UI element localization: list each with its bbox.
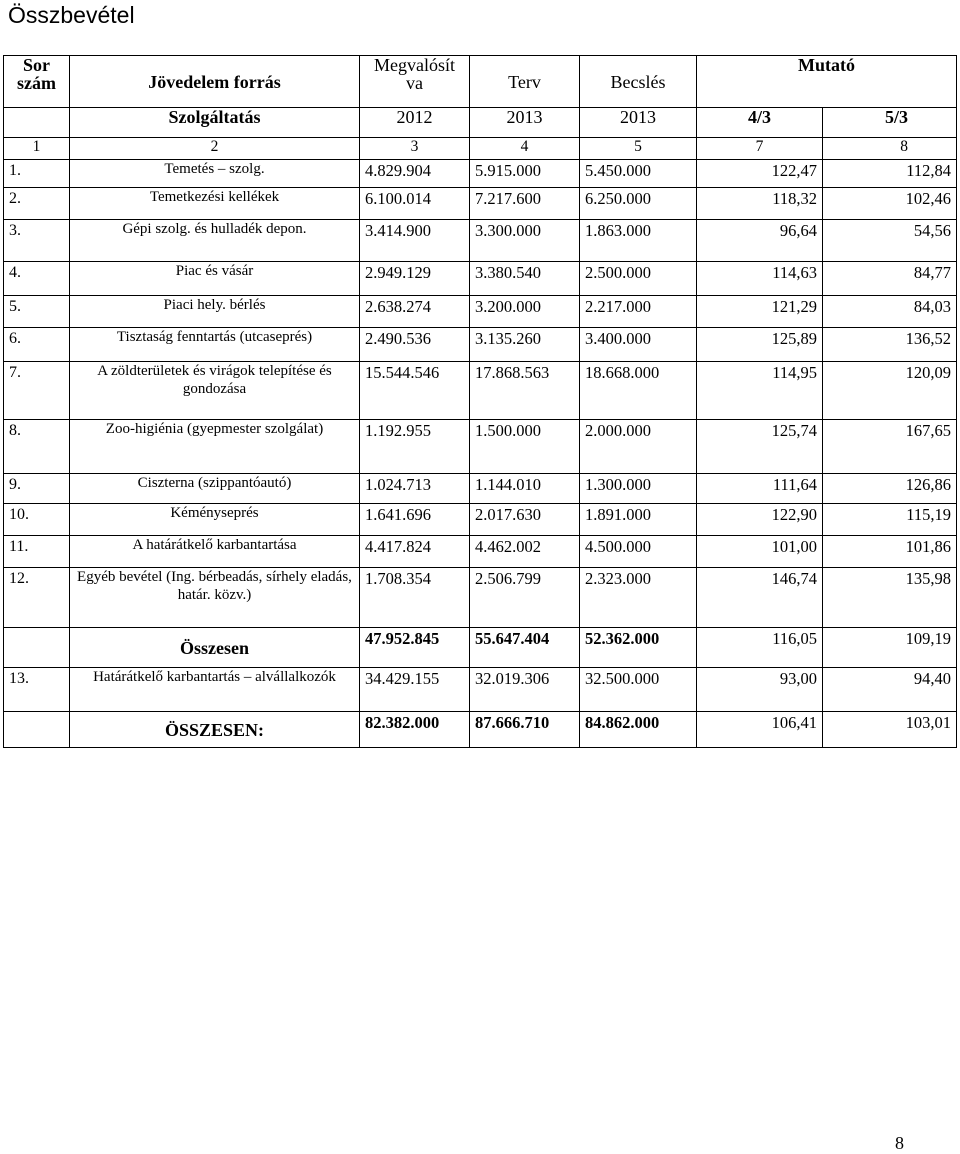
table-row (4, 296, 957, 328)
value-terv-2013: 4.462.002 (470, 536, 580, 568)
header-terv: Terv (470, 56, 580, 108)
row-source-name: Temetkezési kellékek (70, 188, 360, 220)
header-year-2013-becsles: 2013 (580, 108, 697, 138)
value-becsles-2013: 1.891.000 (580, 504, 697, 536)
ratio-5-3: 120,09 (823, 362, 957, 420)
value-2012: 3.414.900 (360, 220, 470, 262)
value-becsles-2013: 4.500.000 (580, 536, 697, 568)
value-2012: 6.100.014 (360, 188, 470, 220)
value-becsles-2013: 2.000.000 (580, 420, 697, 474)
value-2012: 47.952.845 (360, 628, 470, 668)
ratio-5-3: 126,86 (823, 474, 957, 504)
table-row (4, 536, 957, 568)
row-number: 1. (4, 160, 70, 188)
col-number: 7 (697, 138, 823, 160)
row-source-name: Kéményseprés (70, 504, 360, 536)
row-source-name: Ciszterna (szippantóautó) (70, 474, 360, 504)
grand-total-row (4, 712, 957, 748)
value-terv-2013: 1.144.010 (470, 474, 580, 504)
value-2012: 1.192.955 (360, 420, 470, 474)
value-becsles-2013: 2.323.000 (580, 568, 697, 628)
value-becsles-2013: 1.863.000 (580, 220, 697, 262)
header-ratio-4-3: 4/3 (697, 108, 823, 138)
ratio-5-3: 101,86 (823, 536, 957, 568)
value-terv-2013: 7.217.600 (470, 188, 580, 220)
col-number: 3 (360, 138, 470, 160)
value-terv-2013: 5.915.000 (470, 160, 580, 188)
row-number: 13. (4, 668, 70, 712)
total-label: Összesen (70, 628, 360, 668)
ratio-5-3: 84,77 (823, 262, 957, 296)
row-source-name: Tisztaság fenntartás (utcaseprés) (70, 328, 360, 362)
row-source-name: Piac és vásár (70, 262, 360, 296)
table-row (4, 362, 957, 420)
value-2012: 2.949.129 (360, 262, 470, 296)
ratio-4-3: 118,32 (697, 188, 823, 220)
value-terv-2013: 1.500.000 (470, 420, 580, 474)
table-row (4, 568, 957, 628)
col-number: 5 (580, 138, 697, 160)
value-2012: 4.417.824 (360, 536, 470, 568)
value-2012: 1.708.354 (360, 568, 470, 628)
row-number: 10. (4, 504, 70, 536)
value-becsles-2013: 2.217.000 (580, 296, 697, 328)
table-row (4, 262, 957, 296)
value-terv-2013: 87.666.710 (470, 712, 580, 748)
row-source-name: Piaci hely. bérlés (70, 296, 360, 328)
column-number-row (4, 138, 957, 160)
row-source-name: Zoo-higiénia (gyepmester szolgálat) (70, 420, 360, 474)
row-number (4, 712, 70, 748)
value-terv-2013: 3.135.260 (470, 328, 580, 362)
value-2012: 2.638.274 (360, 296, 470, 328)
row-source-name: A határátkelő karbantartása (70, 536, 360, 568)
value-terv-2013: 32.019.306 (470, 668, 580, 712)
ratio-4-3: 116,05 (697, 628, 823, 668)
row-number: 3. (4, 220, 70, 262)
header-ratio-5-3: 5/3 (823, 108, 957, 138)
ratio-5-3: 112,84 (823, 160, 957, 188)
table-row (4, 160, 957, 188)
revenue-table (3, 55, 957, 748)
ratio-5-3: 115,19 (823, 504, 957, 536)
row-number: 5. (4, 296, 70, 328)
value-2012: 4.829.904 (360, 160, 470, 188)
value-terv-2013: 3.380.540 (470, 262, 580, 296)
ratio-4-3: 93,00 (697, 668, 823, 712)
value-2012: 82.382.000 (360, 712, 470, 748)
ratio-4-3: 122,47 (697, 160, 823, 188)
row-source-name: A zöldterületek és virágok telepítése és gondozása (70, 362, 360, 420)
value-becsles-2013: 6.250.000 (580, 188, 697, 220)
row-number: 7. (4, 362, 70, 420)
header-sor-szam: Sor szám (4, 56, 70, 108)
value-2012: 34.429.155 (360, 668, 470, 712)
ratio-4-3: 114,63 (697, 262, 823, 296)
header-year-2013-terv: 2013 (470, 108, 580, 138)
col-number: 8 (823, 138, 957, 160)
value-becsles-2013: 18.668.000 (580, 362, 697, 420)
ratio-5-3: 84,03 (823, 296, 957, 328)
row-number: 6. (4, 328, 70, 362)
row-number: 4. (4, 262, 70, 296)
value-becsles-2013: 2.500.000 (580, 262, 697, 296)
ratio-4-3: 111,64 (697, 474, 823, 504)
table-row (4, 220, 957, 262)
header-year-2012: 2012 (360, 108, 470, 138)
table-row (4, 504, 957, 536)
row-number: 8. (4, 420, 70, 474)
table-row (4, 328, 957, 362)
value-terv-2013: 3.200.000 (470, 296, 580, 328)
header-megvalosit: Megvalósít va (360, 56, 470, 108)
row-source-name: Határátkelő karbantartás – alvállalkozók (70, 668, 360, 712)
ratio-5-3: 167,65 (823, 420, 957, 474)
value-2012: 1.641.696 (360, 504, 470, 536)
value-becsles-2013: 52.362.000 (580, 628, 697, 668)
ratio-4-3: 146,74 (697, 568, 823, 628)
value-2012: 1.024.713 (360, 474, 470, 504)
table-row (4, 188, 957, 220)
ratio-5-3: 109,19 (823, 628, 957, 668)
value-terv-2013: 2.506.799 (470, 568, 580, 628)
row-number: 2. (4, 188, 70, 220)
value-becsles-2013: 1.300.000 (580, 474, 697, 504)
value-2012: 2.490.536 (360, 328, 470, 362)
header-jovedelem-forras: Jövedelem forrás (70, 56, 360, 108)
row-source-name: Gépi szolg. és hulladék depon. (70, 220, 360, 262)
ratio-5-3: 103,01 (823, 712, 957, 748)
ratio-4-3: 121,29 (697, 296, 823, 328)
ratio-4-3: 125,74 (697, 420, 823, 474)
header-row-2 (4, 108, 957, 138)
value-terv-2013: 55.647.404 (470, 628, 580, 668)
total-label: ÖSSZESEN: (70, 712, 360, 748)
header-becsles: Becslés (580, 56, 697, 108)
row-number (4, 628, 70, 668)
row-source-name: Temetés – szolg. (70, 160, 360, 188)
ratio-4-3: 125,89 (697, 328, 823, 362)
row-number: 12. (4, 568, 70, 628)
ratio-5-3: 135,98 (823, 568, 957, 628)
value-terv-2013: 2.017.630 (470, 504, 580, 536)
value-becsles-2013: 32.500.000 (580, 668, 697, 712)
value-becsles-2013: 84.862.000 (580, 712, 697, 748)
table-row (4, 668, 957, 712)
header-empty (4, 108, 70, 138)
value-becsles-2013: 3.400.000 (580, 328, 697, 362)
ratio-5-3: 136,52 (823, 328, 957, 362)
header-szolgaltatas: Szolgáltatás (70, 108, 360, 138)
value-terv-2013: 17.868.563 (470, 362, 580, 420)
subtotal-row (4, 628, 957, 668)
header-mutato: Mutató (697, 56, 957, 108)
ratio-5-3: 94,40 (823, 668, 957, 712)
ratio-4-3: 96,64 (697, 220, 823, 262)
value-terv-2013: 3.300.000 (470, 220, 580, 262)
page-title: Összbevétel (8, 2, 135, 28)
table-row (4, 420, 957, 474)
ratio-4-3: 106,41 (697, 712, 823, 748)
value-2012: 15.544.546 (360, 362, 470, 420)
row-number: 11. (4, 536, 70, 568)
page-number: 8 (895, 1133, 904, 1153)
ratio-4-3: 114,95 (697, 362, 823, 420)
header-row-1 (4, 56, 957, 108)
col-number: 4 (470, 138, 580, 160)
row-source-name: Egyéb bevétel (Ing. bérbeadás, sírhely eladás, határ. közv.) (70, 568, 360, 628)
col-number: 1 (4, 138, 70, 160)
row-number: 9. (4, 474, 70, 504)
ratio-4-3: 122,90 (697, 504, 823, 536)
col-number: 2 (70, 138, 360, 160)
ratio-5-3: 54,56 (823, 220, 957, 262)
ratio-4-3: 101,00 (697, 536, 823, 568)
ratio-5-3: 102,46 (823, 188, 957, 220)
table-row (4, 474, 957, 504)
value-becsles-2013: 5.450.000 (580, 160, 697, 188)
